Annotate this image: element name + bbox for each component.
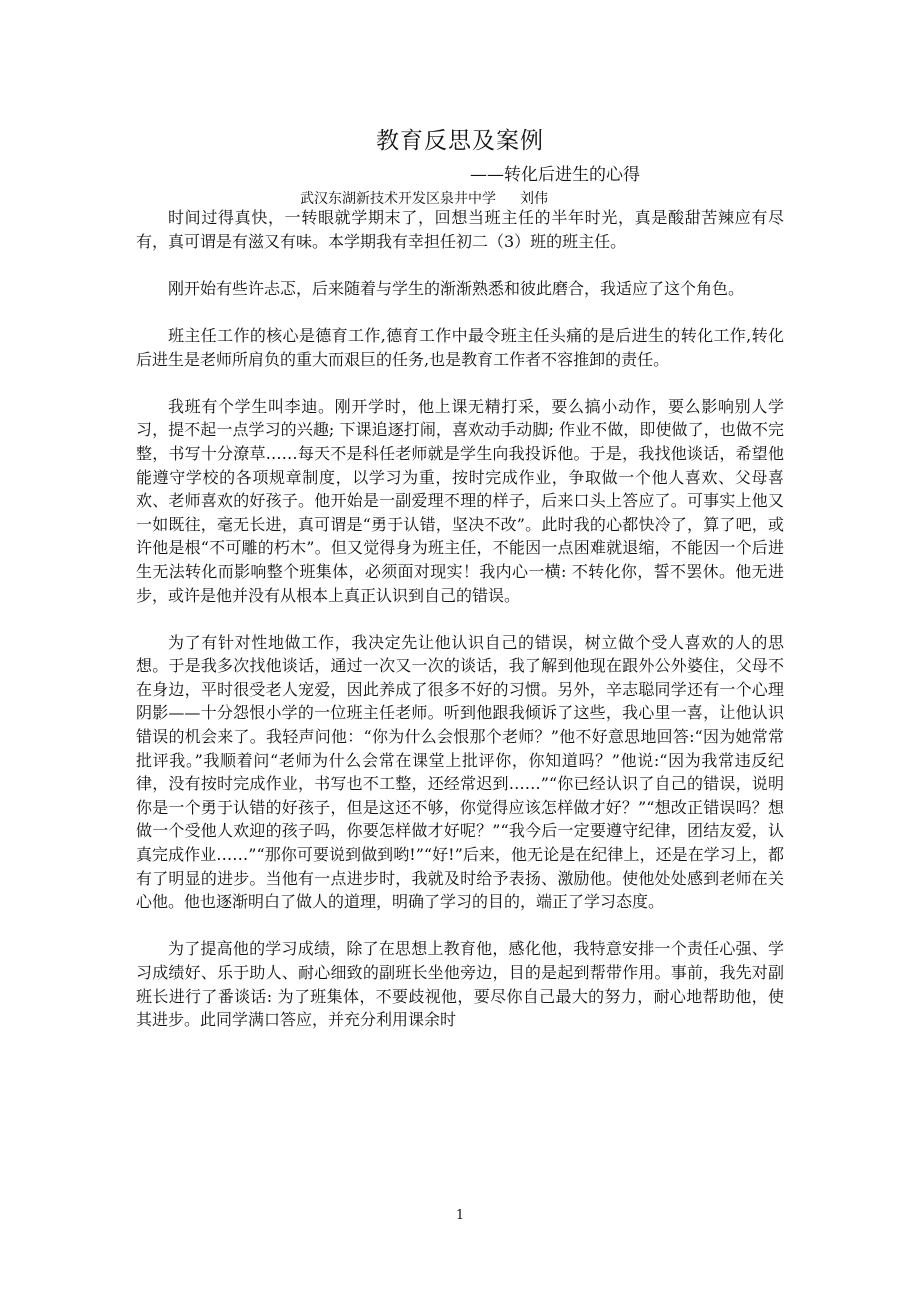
- author-name: 刘伟: [520, 191, 548, 207]
- document-body: [136, 206, 784, 1055]
- author-line: [300, 188, 548, 208]
- paragraph: 我班有个学生叫李迪。刚开学时，他上课无精打采，要么搞小动作，要么影响别人学习，提不起一点学习的兴趣; 下课追逐打闹，喜欢动手动脚; 作业不做，即使做了，也做不完整，书写十分潦草……每天不是科任老师就是学生向我投诉他。于是，我找他谈话，希望他能遵守学校的各项规章制度，以学习为重，按时完成作业，争取做一个他人喜欢、父母喜欢、老师喜欢的好孩子。他开始是一副爱理不理的样子，后来口头上答应了。可事实上他又一如既往，毫无长进，真可谓是“勇于认错，坚决不改”。此时我的心都快冷了，算了吧，或许他是根“不可雕的朽木”。但又觉得身为班主任，不能因一点困难就退缩，不能因一个后进生无法转化而影响整个班集体，必须面对现实！我内心一横: 不转化你，誓不罢休。他无进步，或许是他并没有从根本上真正认识到自己的错误。: [136, 396, 784, 605]
- document-subtitle: ——转化后进生的心得: [470, 165, 640, 185]
- paragraph: 为了提高他的学习成绩，除了在思想上教育他，感化他，我特意安排一个责任心强、学习成绩好、乐于助人、耐心细致的副班长坐他旁边，目的是起到帮带作用。事前，我先对副班长进行了番谈话: 为了班集体，不要歧视他，要尽你自己最大的努力，耐心地帮助他，使其进步。此同学满口答应，并充分利用课余时: [136, 939, 784, 1030]
- paragraph: 班主任工作的核心是德育工作,德育工作中最令班主任头痛的是后进生的转化工作,转化后进生是老师所肩负的重大而艰巨的任务,也是教育工作者不容推卸的责任。: [136, 325, 784, 369]
- paragraph: 为了有针对性地做工作，我决定先让他认识自己的错误，树立做个受人喜欢的人的思想。于是我多次找他谈话，通过一次又一次的谈话，我了解到他现在跟外公外婆住，父母不在身边，平时很受老人宠爱，因此养成了很多不好的习惯。另外，辛志聪同学还有一个心理阴影——十分怨恨小学的一位班主任老师。听到他跟我倾诉了这些，我心里一喜，让他认识错误的机会来了。我轻声问他：“你为什么会恨那个老师？”他不好意思地回答:“因为她常常批评我。”我顺着问“老师为什么会常在课堂上批评你，你知道吗？”他说:“因为我常违反纪律，没有按时完成作业，书写也不工整，还经常迟到……”“你已经认识了自己的错误，说明你是一个勇于认错的好孩子，但是这还不够，你觉得应该怎样做才好？”“想改正错误吗？想做一个受他人欢迎的孩子吗，你要怎样做才好呢？”“我今后一定要遵守纪律，团结友爱，认真完成作业……”“那你可要说到做到哟!”“好!”后来，他无论是在纪律上，还是在学习上，都有了明显的进步。当他有一点进步时，我就及时给予表扬、激励他。使他处处感到老师在关心他。他也逐渐明白了做人的道理，明确了学习的目的，端正了学习态度。: [136, 632, 784, 912]
- document-title: 教育反思及案例: [376, 128, 544, 154]
- paragraph: 刚开始有些许忐忑，后来随着与学生的渐渐熟悉和彼此磨合，我适应了这个角色。: [168, 278, 745, 298]
- author-affiliation: 武汉东湖新技术开发区泉井中学: [300, 191, 496, 207]
- page-number: 1: [455, 1208, 465, 1223]
- paragraph: 时间过得真快，一转眼就学期末了，回想当班主任的半年时光，真是酸甜苦辣应有尽有，真可谓是有滋又有味。本学期我有幸担任初二（3）班的班主任。: [136, 208, 784, 251]
